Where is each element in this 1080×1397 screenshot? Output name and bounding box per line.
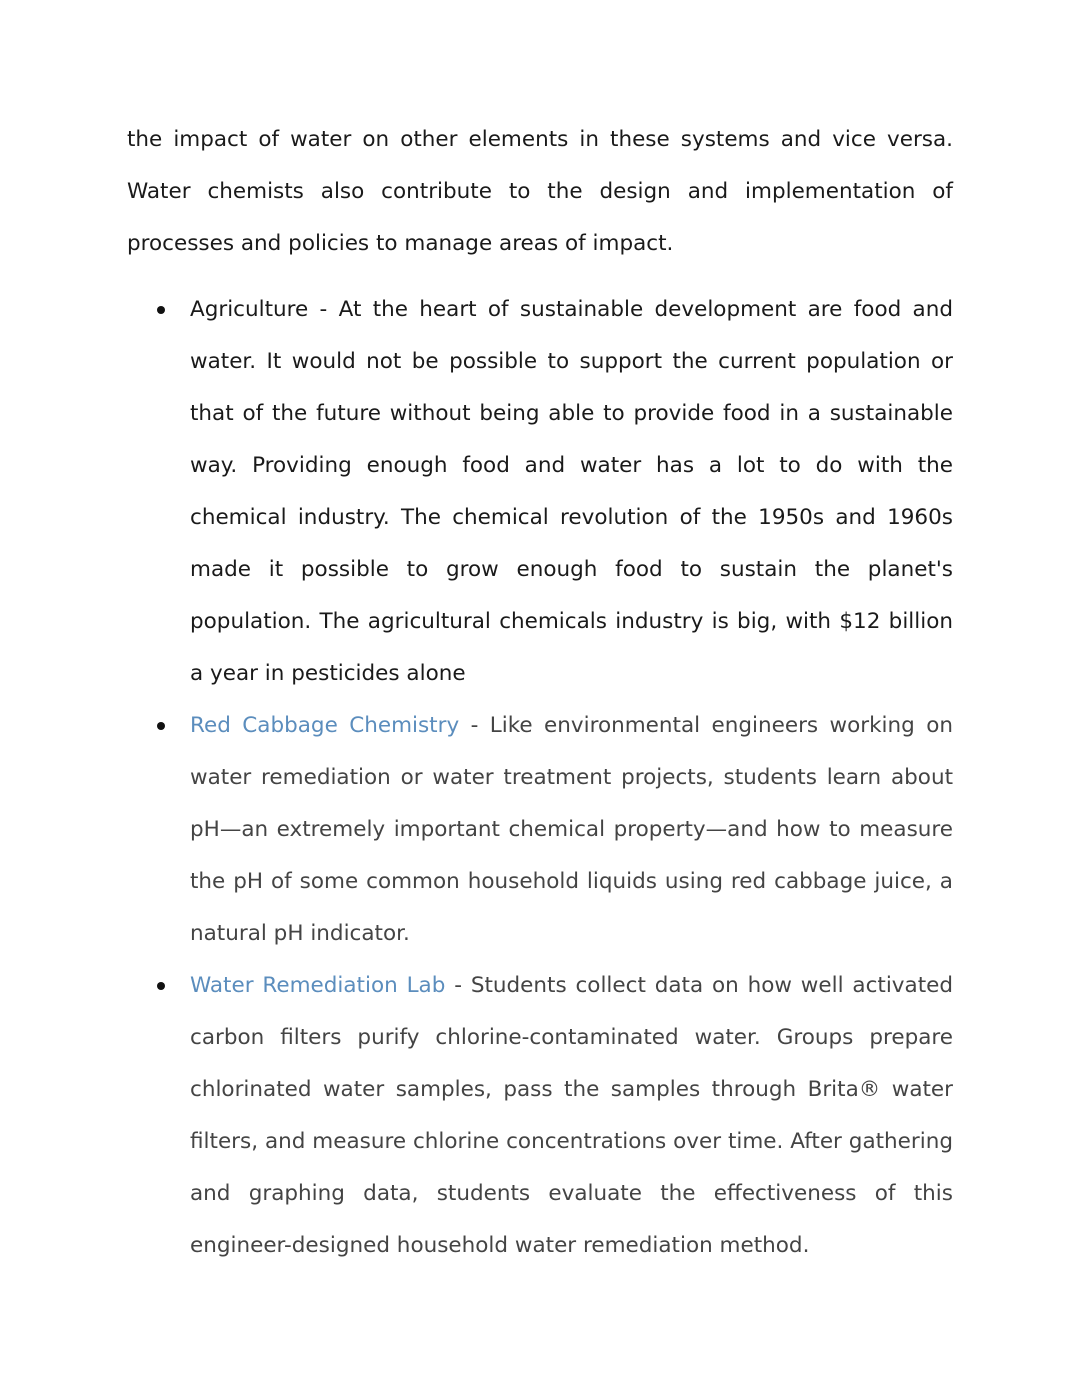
bullet-dot-icon	[157, 722, 165, 730]
list-item-agriculture	[127, 284, 953, 700]
bullet-text: Agriculture - At the heart of sustainable development are food and water. It would not be possible to support the current population or that of the future without being able to provide food in a sustainable way. Providing enough food and water has a lot to do with the chemical industry. The chemical revolution of the 1950s and 1960s made it possible to grow enough food to sustain the planet's population. The agricultural chemicals industry is big, with $12 billion a year in pesticides alone	[190, 297, 953, 686]
bullet-text: - Students collect data on how well activated carbon filters purify chlorine-contaminated water. Groups prepare chlorinated water samples, pass the samples through Brita® water filters, and measure chlorine concentrations over time. After gathering and graphing data, students evaluate the effectiveness of this engineer-designed household water remediation method.	[190, 973, 953, 1258]
red-cabbage-chemistry-link[interactable]: Red Cabbage Chemistry	[190, 713, 460, 738]
water-remediation-lab-link[interactable]: Water Remediation Lab	[190, 973, 446, 998]
bullet-list	[127, 284, 953, 1272]
bullet-text: - Like environmental engineers working on water remediation or water treatment projects, students learn about pH—an extremely important chemical property—and how to measure the pH of some common household liquids using red cabbage juice, a natural pH indicator.	[190, 713, 953, 946]
list-item-red-cabbage	[127, 700, 953, 960]
document-page	[127, 114, 953, 1272]
list-item-water-remediation	[127, 960, 953, 1272]
bullet-dot-icon	[157, 982, 165, 990]
bullet-dot-icon	[157, 306, 165, 314]
intro-paragraph: the impact of water on other elements in these systems and vice versa. Water chemists also contribute to the design and implementation of processes and policies to manage areas of impact.	[127, 127, 953, 256]
